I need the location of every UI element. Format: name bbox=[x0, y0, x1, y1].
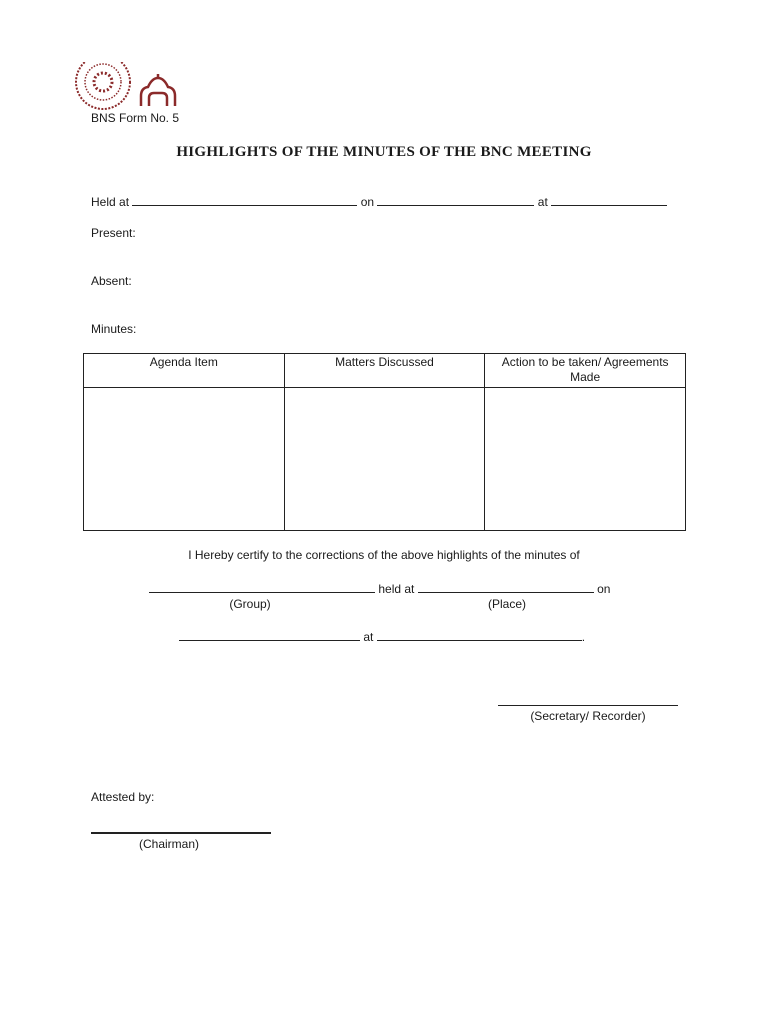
table-header-row bbox=[84, 354, 686, 388]
seal-logo-icon bbox=[70, 62, 200, 110]
held-at-label-2: held at bbox=[378, 582, 415, 596]
place-field[interactable] bbox=[418, 581, 594, 593]
date-field-2[interactable] bbox=[179, 629, 360, 641]
at-label-2: at bbox=[363, 630, 374, 644]
held-at-field[interactable] bbox=[132, 194, 357, 206]
certify-line-1 bbox=[149, 581, 610, 596]
agenda-item-cell[interactable] bbox=[84, 388, 285, 531]
held-row bbox=[91, 194, 667, 209]
secretary-signature-line[interactable] bbox=[498, 705, 678, 706]
form-number: BNS Form No. 5 bbox=[91, 111, 180, 125]
certify-line-2 bbox=[179, 629, 585, 644]
certify-statement: I Hereby certify to the corrections of the above highlights of the minutes of bbox=[188, 548, 580, 562]
secretary-caption: (Secretary/ Recorder) bbox=[530, 709, 646, 723]
end-period: . bbox=[581, 630, 586, 644]
logo bbox=[70, 62, 200, 110]
place-caption: (Place) bbox=[487, 597, 526, 611]
held-at-label: Held at bbox=[91, 195, 130, 209]
minutes-table bbox=[83, 353, 686, 531]
time-field-2[interactable] bbox=[377, 629, 582, 641]
minutes-label: Minutes: bbox=[91, 322, 137, 336]
attested-label: Attested by: bbox=[91, 790, 155, 804]
group-field[interactable] bbox=[149, 581, 375, 593]
chairman-caption: (Chairman) bbox=[139, 837, 200, 851]
time-field[interactable] bbox=[551, 194, 667, 206]
at-label: at bbox=[537, 195, 548, 209]
group-caption: (Group) bbox=[229, 597, 271, 611]
page-title: HIGHLIGHTS OF THE MINUTES OF THE BNC MEETING bbox=[176, 144, 592, 160]
column-header-action: Action to be taken/ Agreements Made bbox=[485, 354, 686, 388]
chairman-signature-line[interactable] bbox=[91, 832, 271, 834]
on-label: on bbox=[360, 195, 375, 209]
absent-label: Absent: bbox=[91, 274, 132, 288]
column-header-agenda: Agenda Item bbox=[84, 354, 285, 388]
date-field[interactable] bbox=[377, 194, 534, 206]
matters-discussed-cell[interactable] bbox=[284, 388, 485, 531]
action-cell[interactable] bbox=[485, 388, 686, 531]
on-label-2: on bbox=[597, 582, 611, 596]
column-header-matters: Matters Discussed bbox=[284, 354, 485, 388]
table-row bbox=[84, 388, 686, 531]
present-label: Present: bbox=[91, 226, 136, 240]
